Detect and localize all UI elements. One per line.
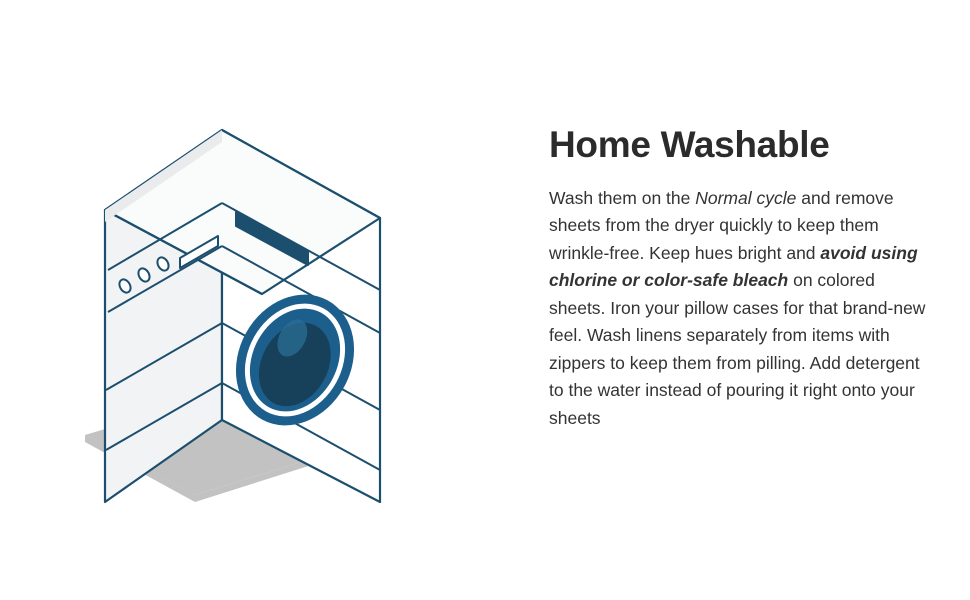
paragraph-segment-2: and remove sheets from the dryer quickly to keep them wrinkle-free. Keep hues bright and [549,187,894,263]
page-title: Home Washable [549,124,830,165]
paragraph-segment-3: on colored sheets. Iron your pillow cases for that brand-new feel. Wash linens separately from items with zippers to keep them from pilling. Add detergent to the water instead of pouring it right onto your sheets [549,270,926,428]
paragraph-emphasis-1: Normal cycle [695,187,797,208]
body-paragraph [549,185,934,433]
paragraph-emphasis-2: avoid using chlorine or color-safe bleach [549,242,918,291]
paragraph-segment-1: Wash them on the [549,187,696,208]
washing-machine-illustration [40,90,510,550]
text-content [549,124,934,432]
